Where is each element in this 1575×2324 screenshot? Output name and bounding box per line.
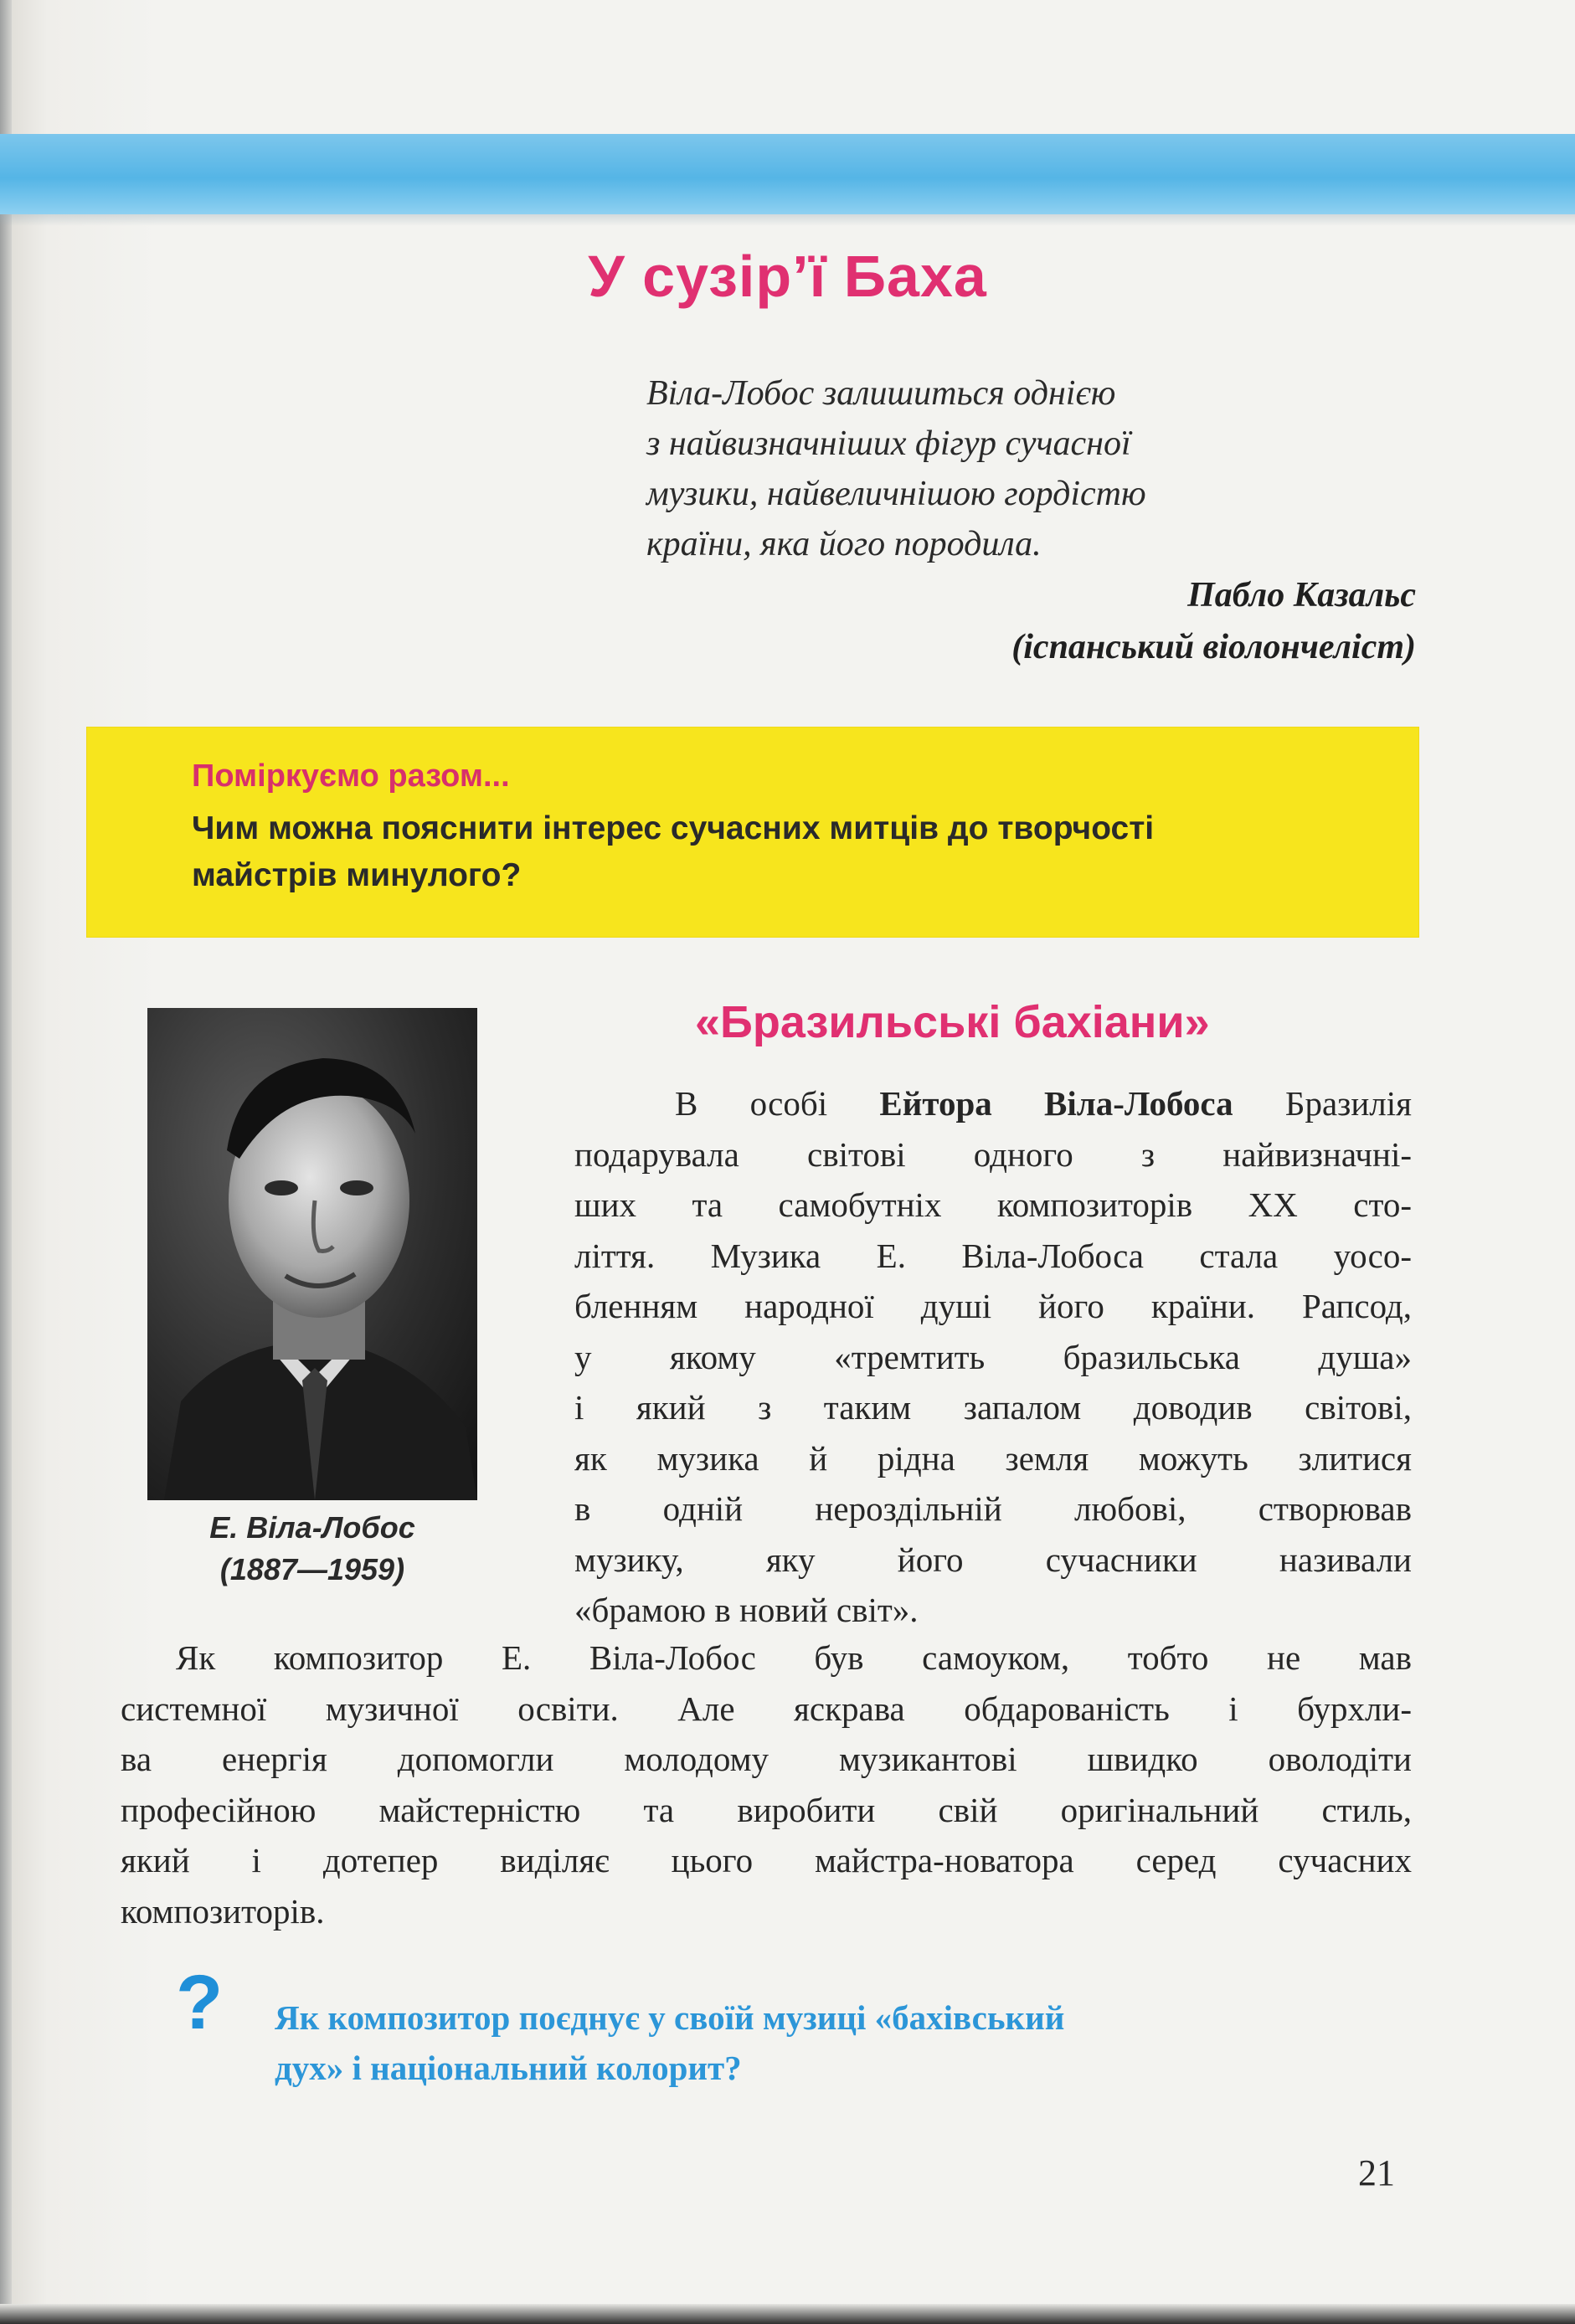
paragraph-line: подарувала світові одного з найвизначні-: [574, 1134, 1412, 1174]
paragraph-line: системної музичної освіти. Але яскрава обдарованість і бурхли-: [121, 1689, 1412, 1728]
paragraph-line: як музика й рідна земля можуть злитися: [574, 1438, 1412, 1478]
review-question: [275, 1992, 1363, 2093]
epigraph-author: Пабло Казальс: [1187, 576, 1416, 614]
paragraph-intro-end: Бразилія: [1233, 1084, 1412, 1123]
paragraph-line: ва енергія допомогли молодому музикантові швидко оволодіти: [121, 1740, 1412, 1778]
epigraph-line: музики, найвеличнішою гордістю: [646, 475, 1146, 513]
epigraph-line: з найвизначніших фігур сучасної: [646, 424, 1131, 463]
page-number: 21: [1358, 2152, 1395, 2193]
section-heading: «Бразильські бахіани»: [695, 997, 1210, 1047]
body-paragraph-1: [574, 1078, 1412, 1636]
paragraph-line: бленням народної душі його країни. Рапсод,: [574, 1287, 1412, 1325]
discussion-line: майстрів минулого?: [192, 857, 522, 893]
paragraph-line: у якому «тремтить бразильська душа»: [574, 1337, 1412, 1376]
epigraph-line: країни, яка його породила.: [646, 525, 1042, 563]
portrait-image: [147, 1008, 477, 1500]
paragraph-line: Як композитор Е. Віла-Лобос був самоуком, тобто не мав: [176, 1638, 1412, 1677]
portrait-caption: [147, 1507, 477, 1591]
paragraph-intro: В особі: [675, 1084, 880, 1123]
body-paragraph-2: [121, 1632, 1412, 1936]
composer-name: Ейтора Віла-Лобоса: [879, 1084, 1233, 1123]
paragraph-line: який і дотепер виділяє цього майстра-новатора серед сучасних: [121, 1841, 1412, 1879]
caption-name: Е. Віла-Лобос: [209, 1510, 415, 1545]
caption-years: (1887—1959): [219, 1552, 405, 1586]
paragraph-line: композиторів.: [121, 1891, 325, 1931]
page-bottom-edge: [0, 2304, 1575, 2324]
paragraph-line: «брамою в новий світ».: [574, 1591, 919, 1629]
header-color-band: [0, 134, 1575, 214]
question-mark-icon: ?: [176, 1960, 224, 2045]
discussion-line: Чим можна пояснити інтерес сучасних митців до творчості: [192, 810, 1155, 846]
discussion-box: [86, 727, 1419, 938]
epigraph-quote: [646, 368, 1417, 569]
paragraph-line: професійною майстерністю та виробити свій оригінальний стиль,: [121, 1790, 1412, 1829]
header-band-shadow: [0, 214, 1575, 226]
epigraph-author-note: (іспанський віолончеліст): [1011, 628, 1416, 666]
page-title: У сузір’ї Баха: [588, 244, 987, 309]
epigraph-attribution: [1011, 569, 1416, 673]
question-line: дух» і національний колорит?: [275, 2049, 742, 2087]
discussion-heading: Поміркуємо разом...: [192, 758, 510, 794]
portrait-photo: [147, 1008, 477, 1500]
paragraph-line: і який з таким запалом доводив світові,: [574, 1388, 1412, 1427]
paragraph-line: ліття. Музика Е. Віла-Лобоса стала уосо-: [574, 1236, 1412, 1275]
paragraph-line: [574, 1078, 1412, 1129]
paragraph-line: в одній нероздільній любові, створював: [574, 1489, 1412, 1528]
question-line: Як композитор поєднує у своїй музиці «бахівський: [275, 1998, 1065, 2037]
paragraph-line: ших та самобутніх композиторів XX сто-: [574, 1185, 1412, 1224]
discussion-question: [192, 805, 1364, 899]
page-binding-edge: [0, 0, 12, 2324]
paragraph-line: музику, яку його сучасники називали: [574, 1540, 1412, 1579]
epigraph-line: Віла-Лобос залишиться однією: [646, 374, 1116, 413]
